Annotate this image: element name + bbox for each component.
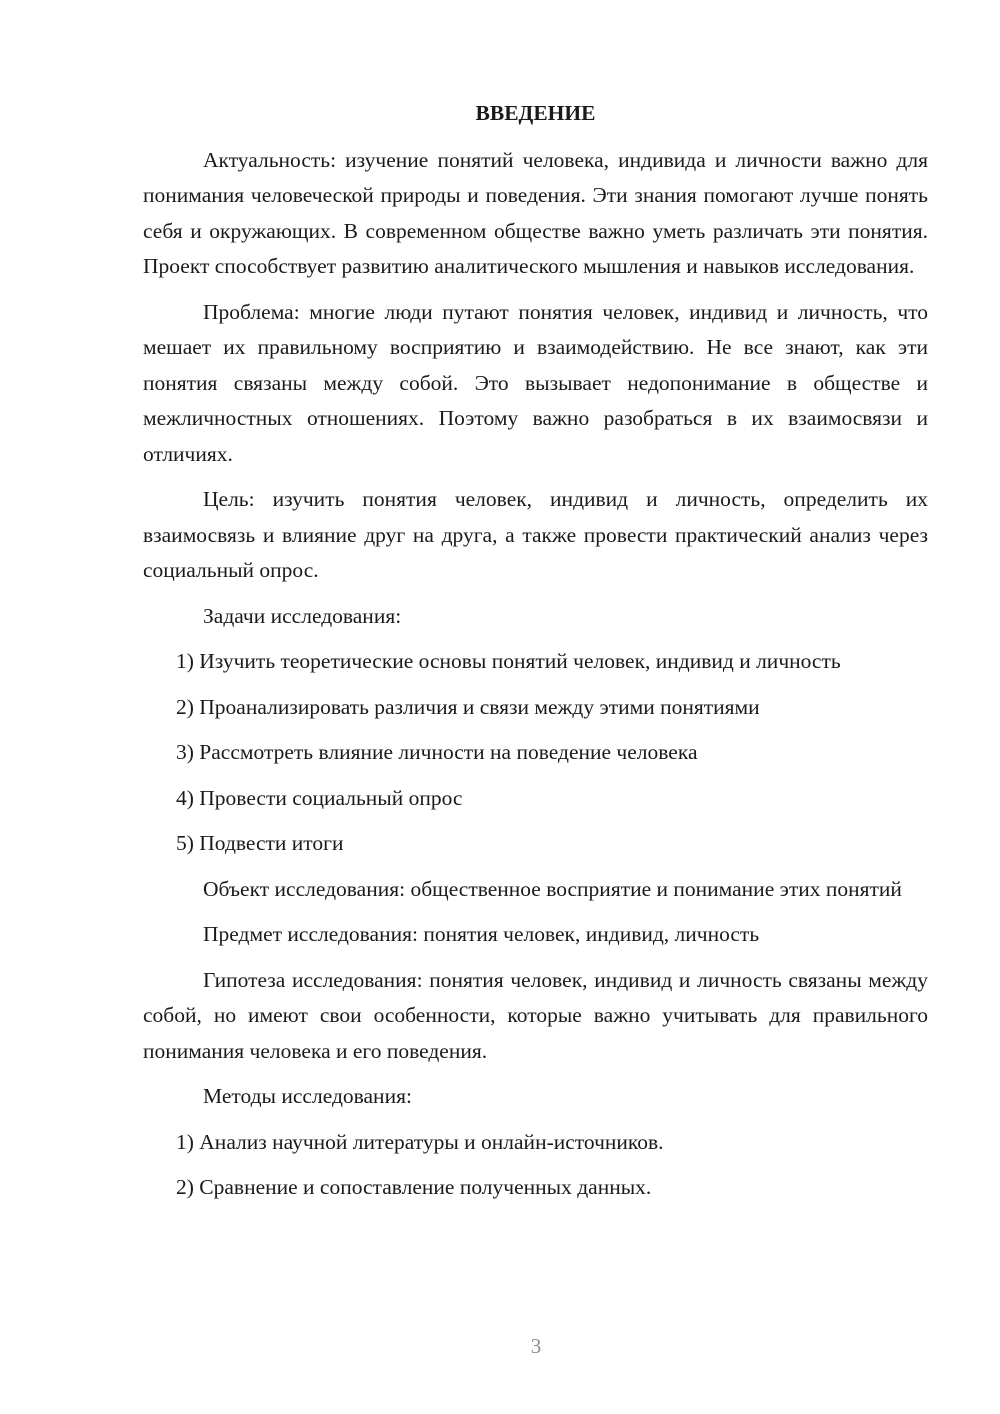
task-item: 3) Рассмотреть влияние личности на поведение человека <box>176 740 698 764</box>
method-item: 2) Сравнение и сопоставление полученных данных. <box>176 1175 652 1199</box>
problem-paragraph: Проблема: многие люди путают понятия человек, индивид и личность, что мешает их правильному восприятию и взаимодействию. Не все знают, как эти понятия связаны между собой. Это вызывает недопонимание в обществе и межличностных отношениях. Поэтому важно разобраться в их взаимосвязи и отличиях. <box>143 299 928 466</box>
section-title: ВВЕДЕНИЕ <box>475 101 596 125</box>
task-item: 1) Изучить теоретические основы понятий человек, индивид и личность <box>176 649 841 673</box>
page-number: 3 <box>530 1334 542 1358</box>
task-item: 2) Проанализировать различия и связи между этими понятиями <box>176 694 760 719</box>
task-item: 5) Подвести итоги <box>176 831 344 855</box>
methods-heading: Методы исследования: <box>203 1084 412 1108</box>
document-page <box>143 96 928 1216</box>
task-item: 4) Провести социальный опрос <box>176 785 463 810</box>
tasks-heading: Задачи исследования: <box>203 603 402 628</box>
relevance-paragraph: Актуальность: изучение понятий человека, индивида и личности важно для понимания человеческой природы и поведения. Эти знания помогают лучше понять себя и окружающих. В современном обществе важно уметь различать эти понятия. Проект способствует развитию аналитического мышления и навыков исследования. <box>143 147 928 278</box>
object-paragraph: Объект исследования: общественное восприятие и понимание этих понятий <box>203 876 902 901</box>
method-item: 1) Анализ научной литературы и онлайн-источников. <box>176 1129 664 1154</box>
goal-paragraph: Цель: изучить понятия человек, индивид и личность, определить их взаимосвязь и влияние друг на друга, а также провести практический анализ через социальный опрос. <box>143 487 928 582</box>
hypothesis-paragraph: Гипотеза исследования: понятия человек, индивид и личность связаны между собой, но имеют свои особенности, которые важно учитывать для правильного понимания человека и его поведения. <box>143 967 928 1063</box>
subject-paragraph: Предмет исследования: понятия человек, индивид, личность <box>203 922 760 946</box>
